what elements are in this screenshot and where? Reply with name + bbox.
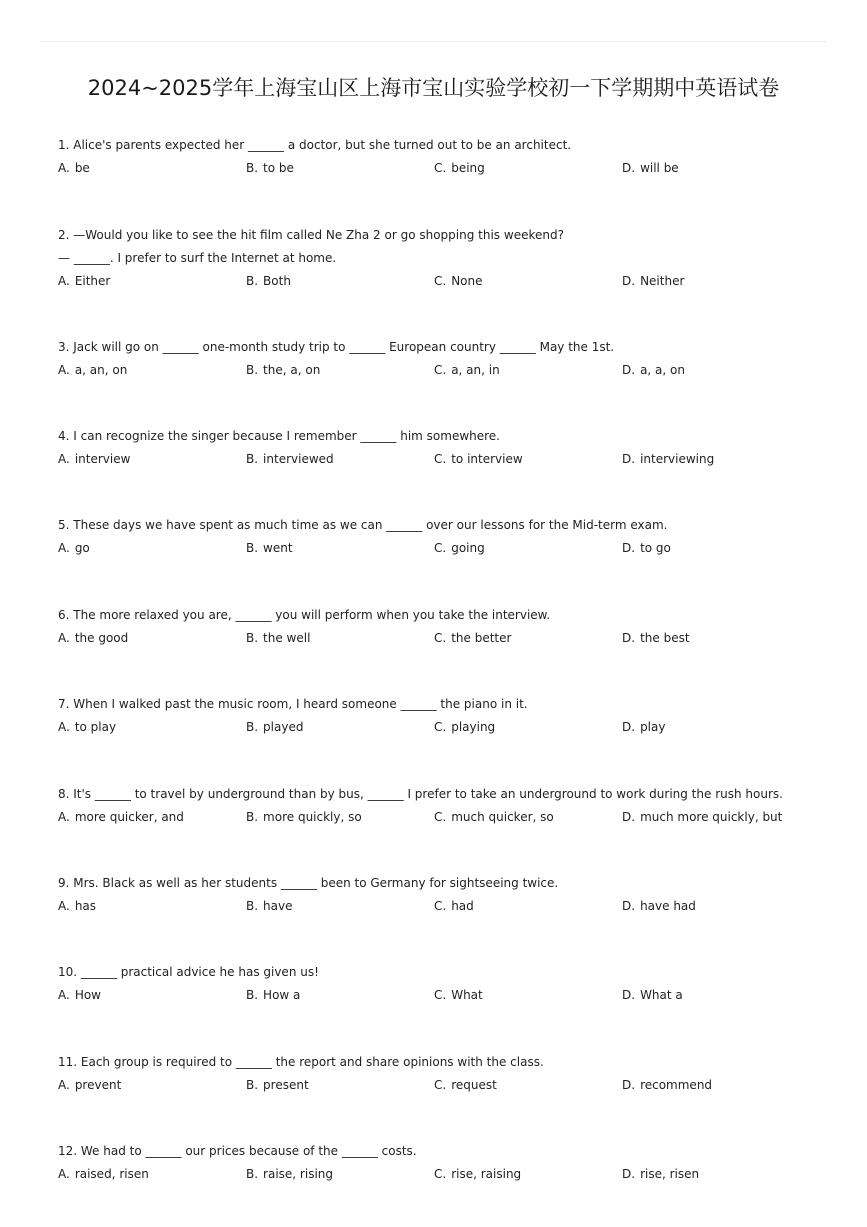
question-item [58, 872, 838, 918]
question-stem: — ______. I prefer to surf the Internet at home. [58, 251, 337, 265]
answer-option[interactable] [622, 895, 696, 918]
option-letter: D. [622, 452, 636, 466]
option-letter: A. [58, 720, 70, 734]
option-text: Either [74, 274, 111, 288]
exam-title: 2024~2025学年上海宝山区上海市宝山实验学校初一下学期期中英语试卷 [87, 76, 780, 100]
question-stem: 9. Mrs. Black as well as her students ______ been to Germany for sightseeing twice. [58, 876, 559, 890]
answer-option[interactable] [58, 716, 116, 739]
option-letter: D. [622, 1167, 636, 1181]
answer-option[interactable] [246, 157, 294, 180]
answer-options [58, 895, 838, 918]
option-text: raise, rising [263, 1167, 334, 1181]
option-text: has [74, 899, 97, 913]
answer-option[interactable] [622, 1163, 699, 1186]
option-text: Both [263, 274, 291, 288]
answer-option[interactable] [246, 537, 293, 560]
option-letter: B. [246, 541, 259, 555]
answer-option[interactable] [246, 359, 320, 382]
answer-option[interactable] [246, 716, 303, 739]
option-text: present [263, 1078, 309, 1092]
question-stem: 1. Alice's parents expected her ______ a doctor, but she turned out to be an architect. [58, 138, 572, 152]
answer-options [58, 1074, 838, 1097]
answer-option[interactable] [58, 984, 101, 1007]
option-letter: A. [58, 452, 70, 466]
option-letter: D. [622, 274, 636, 288]
question-item [58, 783, 838, 829]
answer-option[interactable] [434, 1163, 521, 1186]
question-item [58, 1140, 838, 1186]
option-text: How [74, 988, 101, 1002]
option-letter: B. [246, 1078, 259, 1092]
answer-option[interactable] [246, 895, 293, 918]
option-text: How a [263, 988, 301, 1002]
option-letter: B. [246, 720, 259, 734]
answer-options [58, 627, 838, 650]
answer-option[interactable] [622, 806, 782, 829]
answer-option[interactable] [622, 359, 685, 382]
question-item [58, 514, 838, 560]
option-text: have had [640, 899, 696, 913]
question-item [58, 336, 838, 382]
answer-options [58, 359, 838, 382]
answer-option[interactable] [622, 1074, 712, 1097]
option-text: play [640, 720, 666, 734]
option-text: the well [263, 631, 311, 645]
option-letter: C. [434, 1078, 447, 1092]
option-text: to play [74, 720, 117, 734]
answer-option[interactable] [434, 157, 485, 180]
answer-option[interactable] [622, 716, 665, 739]
question-stem: 2. —Would you like to see the hit film called Ne Zha 2 or go shopping this weekend? [58, 228, 564, 242]
answer-option[interactable] [434, 359, 500, 382]
answer-option[interactable] [246, 1163, 333, 1186]
option-text: more quicker, and [74, 810, 184, 824]
option-text: a, an, on [74, 363, 128, 377]
option-letter: C. [434, 988, 447, 1002]
option-letter: A. [58, 541, 70, 555]
question-item [58, 693, 838, 739]
option-text: to be [263, 161, 294, 175]
option-text: rise, risen [640, 1167, 700, 1181]
answer-option[interactable] [434, 537, 485, 560]
option-letter: D. [622, 988, 636, 1002]
option-text: much quicker, so [451, 810, 554, 824]
answer-options [58, 806, 838, 829]
option-letter: D. [622, 631, 636, 645]
answer-options [58, 537, 838, 560]
option-letter: A. [58, 161, 70, 175]
option-letter: B. [246, 631, 259, 645]
option-letter: D. [622, 161, 636, 175]
answer-options [58, 270, 838, 293]
option-text: a, a, on [640, 363, 685, 377]
answer-options [58, 716, 838, 739]
option-letter: A. [58, 988, 70, 1002]
answer-options [58, 157, 838, 180]
option-letter: B. [246, 899, 259, 913]
answer-option[interactable] [434, 716, 495, 739]
option-text: prevent [74, 1078, 122, 1092]
option-text: the, a, on [263, 363, 321, 377]
answer-option[interactable] [58, 1163, 149, 1186]
question-stem: 7. When I walked past the music room, I heard someone ______ the piano in it. [58, 697, 528, 711]
option-letter: C. [434, 899, 447, 913]
answer-option[interactable] [58, 537, 90, 560]
option-letter: A. [58, 899, 70, 913]
option-letter: A. [58, 1078, 70, 1092]
answer-options [58, 1163, 838, 1186]
option-letter: C. [434, 541, 447, 555]
option-letter: D. [622, 541, 636, 555]
question-item [58, 961, 838, 1007]
option-text: What [451, 988, 483, 1002]
question-stem: 11. Each group is required to ______ the report and share opinions with the class. [58, 1055, 544, 1069]
answer-options [58, 448, 838, 471]
option-text: raised, risen [74, 1167, 149, 1181]
answer-option[interactable] [246, 1074, 309, 1097]
answer-option[interactable] [434, 627, 511, 650]
question-stem: 5. These days we have spent as much time as we can ______ over our lessons for the Mid-term exam. [58, 518, 668, 532]
answer-option[interactable] [58, 895, 96, 918]
answer-option[interactable] [58, 1074, 121, 1097]
option-text: being [451, 161, 485, 175]
option-text: the good [74, 631, 129, 645]
question-item [58, 425, 838, 471]
answer-option[interactable] [58, 627, 128, 650]
option-text: interviewing [640, 452, 715, 466]
option-letter: C. [434, 810, 447, 824]
option-text: going [451, 541, 485, 555]
option-text: be [74, 161, 90, 175]
option-letter: B. [246, 452, 259, 466]
option-letter: C. [434, 1167, 447, 1181]
option-text: None [451, 274, 483, 288]
answer-option[interactable] [58, 157, 90, 180]
option-text: to go [640, 541, 671, 555]
option-text: much more quickly, but [640, 810, 783, 824]
option-letter: D. [622, 810, 636, 824]
option-letter: D. [622, 899, 636, 913]
answer-option[interactable] [58, 448, 130, 471]
option-letter: B. [246, 988, 259, 1002]
answer-option[interactable] [58, 806, 184, 829]
answer-option[interactable] [622, 984, 683, 1007]
option-letter: C. [434, 720, 447, 734]
header-divider [40, 41, 827, 42]
question-item [58, 134, 838, 180]
option-letter: A. [58, 363, 70, 377]
answer-option[interactable] [434, 895, 474, 918]
question-stem: 4. I can recognize the singer because I remember ______ him somewhere. [58, 429, 500, 443]
option-text: playing [451, 720, 496, 734]
question-stem: 3. Jack will go on ______ one-month study trip to ______ European country ______ May the 1st. [58, 340, 615, 354]
question-stem: 10. ______ practical advice he has given us! [58, 965, 319, 979]
option-text: What a [640, 988, 683, 1002]
option-letter: A. [58, 631, 70, 645]
option-letter: C. [434, 161, 447, 175]
question-stem: 8. It's ______ to travel by underground than by bus, ______ I prefer to take an underground to work during the rush hours. [58, 787, 783, 801]
option-text: have [263, 899, 293, 913]
question-stem: 12. We had to ______ our prices because of the ______ costs. [58, 1144, 417, 1158]
option-letter: A. [58, 1167, 70, 1181]
answer-option[interactable] [58, 270, 110, 293]
answer-option[interactable] [434, 806, 554, 829]
option-letter: B. [246, 363, 259, 377]
option-text: went [263, 541, 293, 555]
answer-option[interactable] [246, 627, 310, 650]
option-letter: C. [434, 363, 447, 377]
option-text: interviewed [263, 452, 334, 466]
answer-option[interactable] [434, 270, 483, 293]
option-text: more quickly, so [263, 810, 362, 824]
option-text: the best [640, 631, 690, 645]
option-text: request [451, 1078, 497, 1092]
question-item [58, 224, 838, 293]
option-text: the better [451, 631, 512, 645]
answer-option[interactable] [622, 270, 684, 293]
answer-option[interactable] [246, 448, 334, 471]
question-item [58, 604, 838, 650]
answer-option[interactable] [434, 984, 483, 1007]
option-text: will be [640, 161, 679, 175]
option-text: rise, raising [451, 1167, 522, 1181]
option-letter: D. [622, 720, 636, 734]
answer-option[interactable] [434, 448, 523, 471]
answer-option[interactable] [622, 537, 671, 560]
option-letter: C. [434, 274, 447, 288]
option-letter: C. [434, 452, 447, 466]
option-letter: B. [246, 1167, 259, 1181]
option-text: a, an, in [451, 363, 500, 377]
option-letter: D. [622, 363, 636, 377]
option-letter: A. [58, 274, 70, 288]
option-letter: D. [622, 1078, 636, 1092]
answer-option[interactable] [58, 359, 127, 382]
option-letter: B. [246, 810, 259, 824]
answer-option[interactable] [246, 984, 300, 1007]
option-letter: A. [58, 810, 70, 824]
option-text: recommend [640, 1078, 713, 1092]
question-item [58, 1051, 838, 1097]
answer-option[interactable] [246, 270, 291, 293]
option-text: to interview [451, 452, 523, 466]
answer-option[interactable] [434, 1074, 497, 1097]
option-text: played [263, 720, 304, 734]
answer-option[interactable] [622, 448, 714, 471]
option-letter: C. [434, 631, 447, 645]
option-text: Neither [640, 274, 685, 288]
question-stem: 6. The more relaxed you are, ______ you will perform when you take the interview. [58, 608, 551, 622]
answer-options [58, 984, 838, 1007]
answer-option[interactable] [246, 806, 362, 829]
option-text: had [451, 899, 474, 913]
answer-option[interactable] [622, 627, 690, 650]
option-letter: B. [246, 274, 259, 288]
option-text: interview [74, 452, 131, 466]
option-text: go [74, 541, 90, 555]
option-letter: B. [246, 161, 259, 175]
answer-option[interactable] [622, 157, 679, 180]
